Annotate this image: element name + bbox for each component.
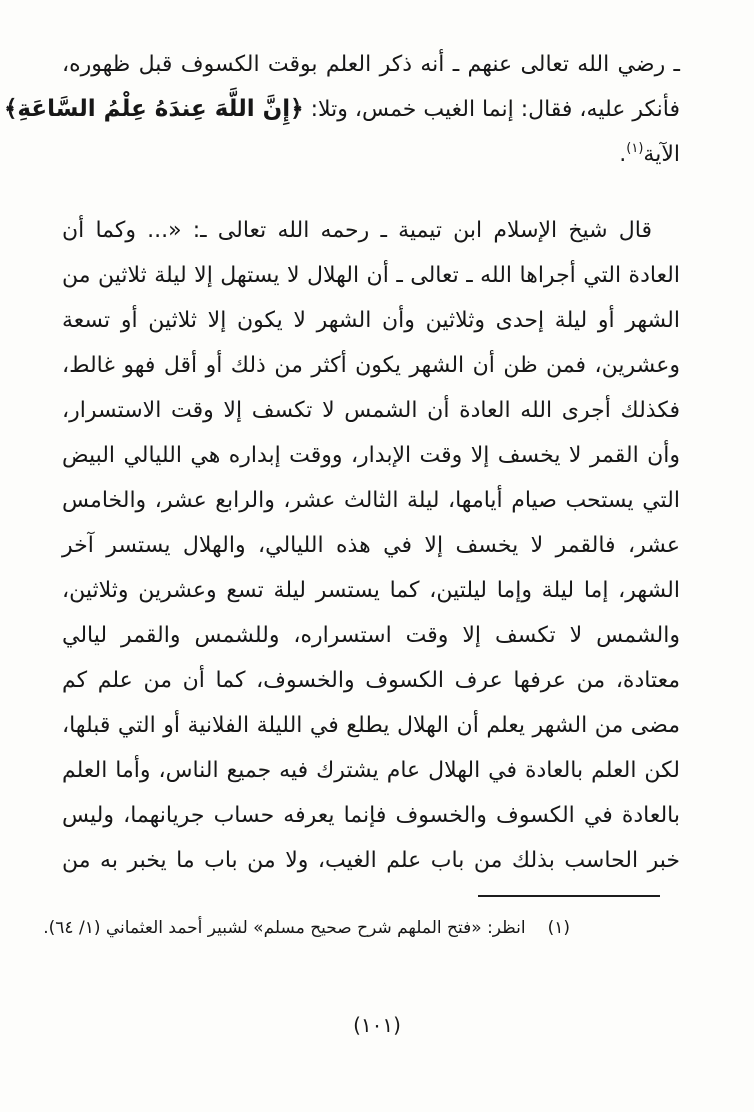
text-line: الشهر، إما ليلة وإما ليلتين، كما يستسر ليلة تسع وعشرين وثلاثين، xyxy=(62,578,680,603)
text-line: معتادة، من عرفها عرف الكسوف والخسوف، كما أن من علم كم xyxy=(62,668,680,693)
text-line: وأن القمر لا يخسف إلا وقت الإبدار، ووقت إبداره هي الليالي البيض xyxy=(62,443,680,468)
footnote-separator xyxy=(478,895,660,897)
page-number: (١٠١) xyxy=(353,1013,401,1037)
text-before-verse: فأنكر عليه، فقال: إنما الغيب خمس، وتلا: xyxy=(310,97,680,122)
footnote xyxy=(43,908,570,948)
paragraph-quote xyxy=(62,208,680,883)
text-line: بالعادة في الكسوف والخسوف فإنما يعرفه حساب جريانهما، وليس xyxy=(62,803,680,828)
text-line: وعشرين، فمن ظن أن الشهر يكون أكثر من ذلك أو أقل فهو غالط، xyxy=(62,353,680,378)
text-line-with-verse xyxy=(3,87,680,132)
text-line: التي يستحب صيام أيامها، ليلة الثالث عشر، والرابع عشر، والخامس xyxy=(62,488,680,513)
text-line: فكذلك أجرى الله العادة أن الشمس لا تكسف إلا وقت الاستسرار، xyxy=(62,398,680,423)
text-line: الشهر أو ليلة إحدى وثلاثين وأن الشهر لا يكون إلا ثلاثين أو تسعة xyxy=(62,308,680,333)
text-line-paragraph-end xyxy=(62,132,680,177)
text-line: لكن العلم بالعادة في الهلال عام يشترك فيه جميع الناس، وأما العلم xyxy=(62,758,680,783)
footnote-reference-mark: (١) xyxy=(626,141,644,156)
paragraph-top xyxy=(3,42,680,177)
text-line: العادة التي أجراها الله ـ تعالى ـ أن الهلال لا يستهل إلا ليلة ثلاثين من xyxy=(62,263,680,288)
text-line: ـ رضي الله تعالى عنهم ـ أنه ذكر العلم بوقت الكسوف قبل ظهوره، xyxy=(62,52,680,77)
text-line: خبر الحاسب بذلك من باب علم الغيب، ولا من باب ما يخبر به من xyxy=(62,848,680,873)
footnote-text: انظر: «فتح الملهم شرح صحيح مسلم» لشبير أحمد العثماني (١/ ٦٤). xyxy=(43,918,526,938)
text-line: قال شيخ الإسلام ابن تيمية ـ رحمه الله تعالى ـ: «... وكما أن xyxy=(62,218,652,243)
text-line: مضى من الشهر يعلم أن الهلال يطلع في الليلة الفلانية أو التي قبلها، xyxy=(62,713,680,738)
footnote-marker: (١) xyxy=(547,918,570,938)
text-line: والشمس لا تكسف إلا وقت استسراره، وللشمس والقمر ليالي xyxy=(62,623,680,648)
aya-word: الآية xyxy=(643,142,680,167)
text-line: عشر، فالقمر لا يخسف إلا في هذه الليالي، والهلال يستسر آخر xyxy=(62,533,680,558)
sentence-period: . xyxy=(619,142,627,167)
quran-verse: ﴿إِنَّ اللَّهَ عِندَهُ عِلْمُ السَّاعَةِ﴾ xyxy=(3,96,304,122)
